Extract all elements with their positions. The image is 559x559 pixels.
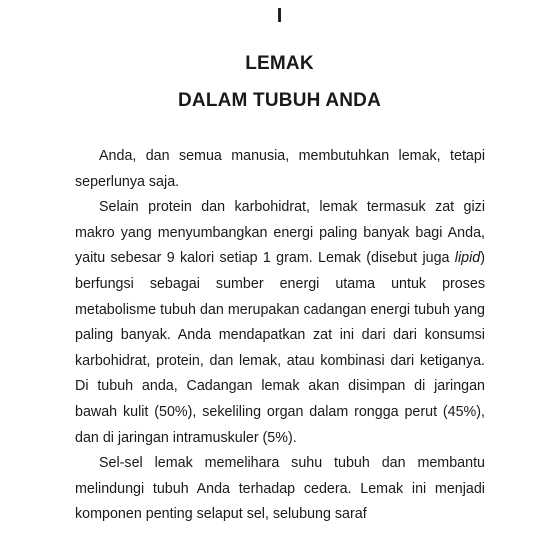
body-text (75, 144, 485, 528)
paragraph-2-text-start: Selain protein dan karbohidrat, lemak termasuk zat gizi makro yang menyumbangkan energi paling banyak bagi Anda, yaitu sebesar 9 kalori setiap 1 gram. Lemak (disebut juga (75, 199, 485, 267)
paragraph-1: Anda, dan semua manusia, membutuhkan lemak, tetapi seperlunya saja. (75, 148, 485, 190)
paragraph-2-text-end: ) berfungsi sebagai sumber energi utama untuk proses metabolisme tubuh dan merupakan cadangan energi tubuh yang paling banyak. Anda mendapatkan zat ini dari dari konsumsi karbohidrat, protein, dan lemak, atau kombinasi dari ketiganya. Di tubuh anda, Cadangan lemak akan disimpan di jaringan bawah kulit (50%), sekeliling organ dalam rongga perut (45%), dan di jaringan intramuskuler (5%). (75, 250, 485, 446)
chapter-title-line-1: LEMAK (245, 53, 314, 74)
paragraph-2 (75, 195, 485, 451)
paragraph-3: Sel-sel lemak memelihara suhu tubuh dan membantu melindungi tubuh Anda terhadap cedera. Lemak ini menjadi komponen penting selaput sel, selubung saraf (75, 455, 485, 523)
chapter-number: I (276, 5, 283, 27)
paragraph-2-italic-term: lipid (454, 250, 481, 267)
chapter-title-line-2: DALAM TUBUH ANDA (177, 90, 382, 111)
